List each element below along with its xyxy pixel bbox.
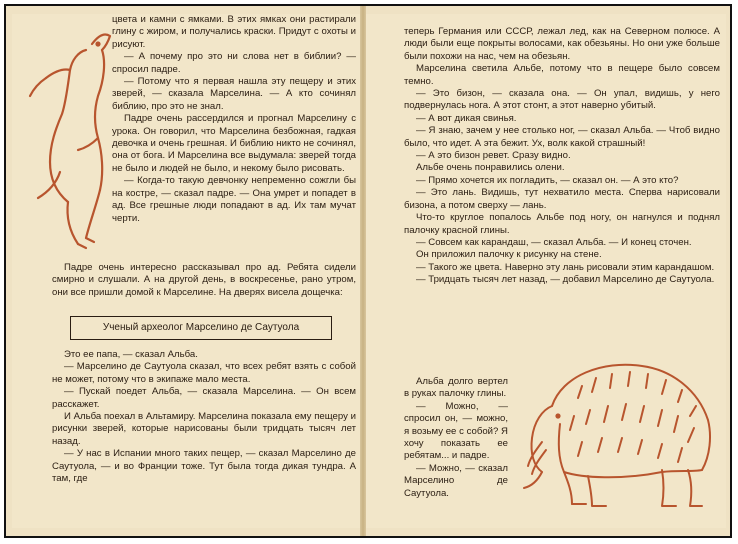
door-sign: Ученый археолог Марселино де Саутуола	[70, 316, 332, 340]
paragraph: — Я знаю, зачем у нее столько ног, — сказал Альба. — Чтоб видно было, что идет. А эта бежит. Ух, волк какой страшный!	[404, 125, 720, 149]
paragraph: Падре очень рассердился и прогнал Марселину с урока. Он говорил, что Марселина безбожная, гадкая девочка и очень грешная. И библию никто не сочинял, она от бога. И Марселина все выдумала: зверей тогда не было и людей не было, и некому было рисовать.	[112, 113, 356, 174]
paragraph: — Потому что я первая нашла эту пещеру и этих зверей, — сказала Марселина. — А кто сочинял библию, про это не знал.	[112, 76, 356, 112]
left-page	[12, 14, 360, 528]
paragraph: — Это бизон, — сказала она. — Он упал, видишь, у него подвернулась нога. А этот стонт, а этот наверно убитый.	[404, 88, 720, 112]
mammoth-drawing	[512, 346, 722, 516]
left-mid-text	[52, 262, 356, 299]
right-page	[366, 14, 726, 528]
right-main-text	[404, 26, 720, 287]
paragraph: Марселина светила Альбе, потому что в пещере было совсем темно.	[404, 63, 720, 87]
paragraph: — Можно, — сказал Марселино де Саутуола.	[404, 462, 508, 499]
paragraph: — Пускай поедет Альба, — сказала Марселина. — Он всем расскажет.	[52, 386, 356, 410]
paragraph: И Альба поехал в Альтамиру. Марселина показала ему пещеру и рисунки зверей, которые нарисованы были тридцать тысяч лет назад.	[52, 411, 356, 447]
paragraph: Альбе очень понравились олени.	[416, 162, 565, 174]
left-top-text	[112, 14, 356, 225]
paragraph: — Такого же цвета. Наверно эту лань рисовали этим карандашом.	[416, 261, 715, 273]
paragraph: — Прямо хочется их погладить, — сказал он. — А это кто?	[416, 174, 679, 186]
paragraph: — Когда-то такую девчонку непременно сожгли бы на костре, — сказал падре. — Она умрет и попадет в ад. Все грешные люди попадают в ад. Их там мучат черти.	[112, 175, 356, 224]
paragraph: — Это лань. Видишь, тут нехватило места. Сперва нарисовали бизона, а потом сверху — лань.	[404, 187, 720, 211]
paragraph: — Можно, — спросил он, — можно, я возьму ее с собой? Я хочу показать ее ребятам... и падре.	[404, 400, 508, 462]
paragraph: — А вот дикая свинья.	[416, 112, 517, 124]
left-bottom-text	[52, 349, 356, 485]
paragraph: Это ее папа, — сказал Альба.	[64, 349, 198, 360]
paragraph: цвета и камни с ямками. В этих ямках они растирали глину с жиром, и получались краски. Придут с охоты и рисуют.	[112, 14, 356, 50]
paragraph: Он приложил палочку к рисунку на стене.	[416, 249, 602, 261]
paragraph: — Тридцать тысяч лет назад, — добавил Марселино де Саутуола.	[416, 274, 715, 286]
paragraph: теперь Германия или СССР, лежал лед, как на Северном полюсе. А люди были еще покрыты волосами, как обезьяны. Но они уже больше были похожи на нас, чем на обезьян.	[404, 26, 720, 62]
cave-bear-drawing	[16, 22, 112, 254]
paragraph: — А почему про это ни слова нет в библии? — спросил падре.	[112, 51, 356, 75]
right-narrow-text	[404, 376, 508, 500]
paragraph: — Марселино де Саутуола сказал, что всех ребят взять с собой не может, потому что в экипаже мало места.	[52, 361, 356, 385]
paragraph: Альба долго вертел в руках палочку глины.	[404, 376, 508, 400]
paragraph: — А это бизон ревет. Сразу видно.	[416, 150, 571, 162]
paragraph: Падре очень интересно рассказывал про ад. Ребята сидели смирно и слушали. А на другой день, в воскресенье, рано утром, они все пришли домой к Марселине. На дверях висела дощечка:	[52, 262, 356, 298]
paragraph: — У нас в Испании много таких пещер, — сказал Марселино де Саутуола, — и во Франции тоже. Тут была тогда дикая тундра. А там, где	[52, 448, 356, 485]
paragraph: — Совсем как карандаш, — сказал Альба. — И конец сточен.	[416, 236, 692, 248]
paragraph: Что-то круглое попалось Альбе под ногу, он нагнулся и поднял палочку красной глины.	[404, 212, 720, 236]
book-spread	[4, 4, 732, 538]
